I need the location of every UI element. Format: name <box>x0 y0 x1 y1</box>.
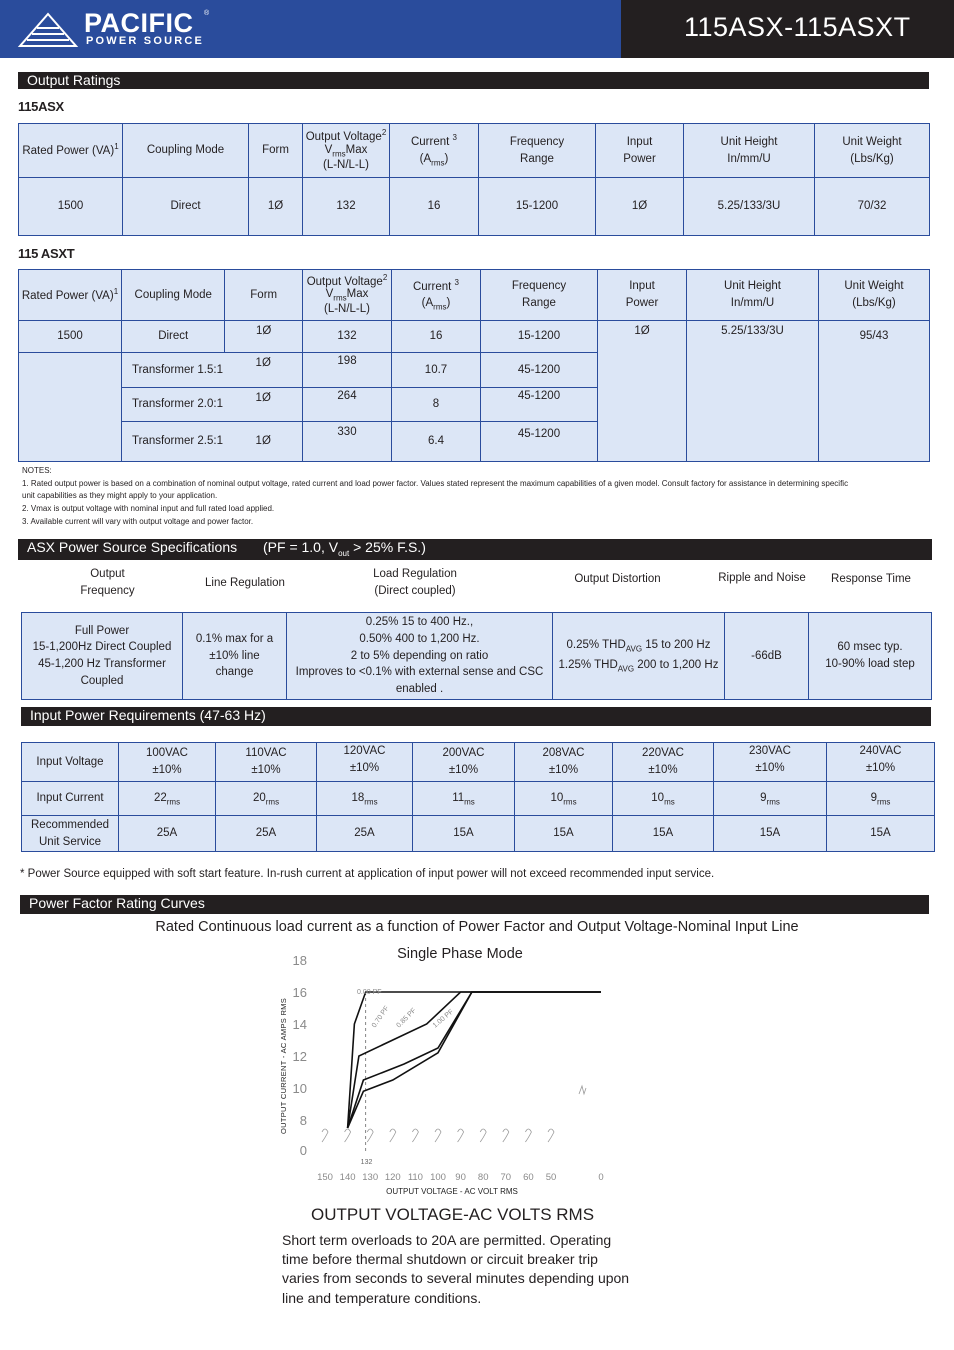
header-rated-power: Rated Power (VA)$^1$ <box>19 270 122 321</box>
spec-response: 60 msec typ. 10-90% load step <box>809 613 932 700</box>
x-axis-title: OUTPUT VOLTAGE - AC VOLT RMS <box>386 1187 518 1196</box>
input-current-cell: $18_{rms}$ <box>317 782 413 816</box>
header-voltage: Output Voltage$^2$ $V_{rms}Max$ (L-N/L-L) <box>303 270 392 321</box>
service-cell: 15A <box>613 816 714 852</box>
spec-distortion: 0.25% $THD_{AVG}$ 15 to 200 Hz 1.25% $THD_{AVG}$ 200 to 1,200 Hz <box>553 613 725 700</box>
asx-ratings-table <box>18 123 930 236</box>
spec-header-line: Line Regulation <box>205 577 285 589</box>
x-tick-label: 70 <box>500 1172 512 1183</box>
asxt-voltage: 198 <box>303 353 392 388</box>
service-cell: 25A <box>216 816 317 852</box>
spec-header-response: Response Time <box>831 573 911 585</box>
input-current-cell: $22_{rms}$ <box>119 782 216 816</box>
asx-power: 1500 <box>19 178 123 236</box>
spec-load-regulation: 0.25% 15 to 400 Hz., 0.50% 400 to 1,200 Hz. 2 to 5% depending on ratio Improves to <0.1% with external sense and CSC enabled . <box>287 613 553 700</box>
asx-voltage: 132 <box>303 178 390 236</box>
header-voltage: Output Voltage$^2$ $V_{rms}Max$ (L-N/L-L) <box>303 124 390 178</box>
spec-header-distortion: Output Distortion <box>574 573 661 585</box>
header-rated-power: Rated Power (VA)$^1$ <box>19 124 123 178</box>
notes-title: NOTES: <box>22 466 52 475</box>
section-asx-specs: ASX Power Source Specifications (PF = 1.0, $V_{out} > 25\%$ F.S.) <box>18 539 932 560</box>
header-current: Current $^3$ $(A_{rms})$ <box>392 270 481 321</box>
axis-break-mark <box>548 1129 554 1142</box>
asx-subtitle: 115ASX <box>18 99 64 114</box>
y-tick-label: 0 <box>299 1143 307 1158</box>
series-label: 0.70 PF <box>370 1005 391 1030</box>
y-tick-label: 18 <box>292 953 307 968</box>
asx-current: 16 <box>390 178 479 236</box>
input-voltage-cell: 230VAC ±10% <box>714 743 827 782</box>
brand-name: PACIFIC <box>84 8 194 38</box>
header-input: Input Power <box>596 124 684 178</box>
asxt-current: 16 <box>392 321 481 353</box>
model-title: 115ASX-115ASXT <box>684 12 911 42</box>
asx-height: 5.25/133/3U <box>684 178 815 236</box>
axis-break-mark <box>579 1086 586 1094</box>
x-tick-label: 110 <box>407 1172 423 1183</box>
section-output-ratings: Output Ratings <box>18 72 929 89</box>
asxt-current: 8 <box>392 388 481 422</box>
y-tick-label: 10 <box>292 1081 307 1096</box>
header-input: Input Power <box>598 270 687 321</box>
x-tick-label: 60 <box>523 1172 534 1183</box>
spec-frequency: Full Power 15-1,200Hz Direct Coupled 45-1,200 Hz Transformer Coupled <box>22 613 183 700</box>
spec-ripple: -66dB <box>725 613 809 700</box>
service-cell: 15A <box>827 816 935 852</box>
asxt-coupling-form: Direct 1Ø <box>122 321 303 353</box>
input-current-cell: $20_{rms}$ <box>216 782 317 816</box>
y-tick-label: 16 <box>292 985 307 1000</box>
x-tick-label: 80 <box>477 1172 489 1183</box>
label-recommended-service: Recommended Unit Service <box>22 816 119 852</box>
asx-input: 1Ø <box>596 178 684 236</box>
series-label: 0.85 PF <box>395 1007 418 1030</box>
asxt-voltage: 132 <box>303 321 392 353</box>
header-coupling: Coupling Mode <box>123 124 249 178</box>
asxt-ratings-table <box>18 269 930 462</box>
asxt-power: 1500 <box>19 321 122 353</box>
series-label: 0.00 PF <box>357 989 382 996</box>
input-current-cell: $10_{rms}$ <box>515 782 613 816</box>
input-voltage-cell: 200VAC ±10% <box>413 743 515 782</box>
input-voltage-cell: 240VAC ±10% <box>827 743 935 782</box>
marker-label-132: 132 <box>360 1159 373 1166</box>
section-pf-curves: Power Factor Rating Curves <box>20 895 929 914</box>
chart-big-x-label: OUTPUT VOLTAGE-AC VOLTS RMS <box>311 1205 595 1224</box>
asx-specs-table <box>21 612 932 700</box>
spec-line-regulation: 0.1% max for a ±10% line change <box>183 613 287 700</box>
asxt-frequency: 45-1200 <box>481 353 598 388</box>
service-cell: 25A <box>119 816 216 852</box>
input-voltage-cell: 208VAC ±10% <box>515 743 613 782</box>
overload-paragraph: Short term overloads to 20A are permitted. Operating time before thermal shutdown or circuit breaker trip varies from seconds to several minutes depending upon line and temperature conditions. <box>282 1232 630 1306</box>
x-tick-label: 120 <box>384 1172 401 1183</box>
note-2: 2. Vmax is output voltage with nominal input and full rated load applied. <box>22 504 275 514</box>
input-current-cell: $10_{ms}$ <box>613 782 714 816</box>
x-tick-label: 130 <box>362 1172 379 1183</box>
asxt-weight: 95/43 <box>819 321 930 462</box>
asxt-frequency: 45-1200 <box>481 422 598 462</box>
header-coupling: Coupling Mode Form <box>122 270 303 321</box>
header-weight: Unit Weight (Lbs/Kg) <box>815 124 930 178</box>
axis-break-mark <box>480 1129 486 1142</box>
asx-coupling: Direct <box>123 178 249 236</box>
asxt-coupling-form: Transformer 2.5:1 1Ø <box>122 422 303 462</box>
y-tick-label: 14 <box>292 1017 307 1032</box>
axis-break-mark <box>367 1129 373 1142</box>
section-input-power: Input Power Requirements (47-63 Hz) <box>21 707 931 726</box>
asxt-coupling-form: Transformer 1.5:1 1Ø <box>122 353 303 388</box>
input-current-cell: $9_{rms}$ <box>714 782 827 816</box>
axis-break-mark <box>503 1129 509 1142</box>
input-current-cell: $11_{ms}$ <box>413 782 515 816</box>
note-3: 3. Available current will vary with output voltage and power factor. <box>22 516 254 526</box>
header-model-bar <box>621 0 954 58</box>
input-power-table <box>21 742 935 852</box>
asxt-input: 1Ø <box>598 321 687 462</box>
label-input-voltage: Input Voltage <box>22 743 119 782</box>
input-voltage-cell: 100VAC ±10% <box>119 743 216 782</box>
axis-break-mark <box>345 1129 351 1142</box>
x-tick-label: 100 <box>430 1172 446 1183</box>
service-cell: 15A <box>714 816 827 852</box>
header-brand-bar <box>0 0 621 58</box>
header-current: Current $^3$ $(A_{rms})$ <box>390 124 479 178</box>
header-height: Unit Height In/mm/U <box>687 270 819 321</box>
asxt-power-blank <box>19 353 122 462</box>
header-weight: Unit Weight (Lbs/Kg) <box>819 270 930 321</box>
input-voltage-cell: 110VAC ±10% <box>216 743 317 782</box>
axis-break-mark <box>458 1129 464 1142</box>
axis-break-mark <box>322 1129 328 1142</box>
x-tick-label: 50 <box>545 1172 557 1183</box>
x-tick-label: 90 <box>455 1172 466 1183</box>
asxt-current: 10.7 <box>392 353 481 388</box>
asxt-frequency: 45-1200 <box>481 388 598 422</box>
header-height: Unit Height In/mm/U <box>684 124 815 178</box>
asx-frequency: 15-1200 <box>479 178 596 236</box>
asxt-frequency: 15-1200 <box>481 321 598 353</box>
service-cell: 15A <box>413 816 515 852</box>
input-current-cell: $9_{rms}$ <box>827 782 935 816</box>
axis-break-mark <box>435 1129 441 1142</box>
note-1b: unit capabilities as they might apply to your application. <box>22 491 218 501</box>
spec-header-frequency: Output Frequency <box>80 568 135 597</box>
note-1a: 1. Rated output power is based on a combination of nominal output voltage, rated current and load power factor. Values stated represent the maximum capabilities of a given model. Consult factory for assistance in determining specific <box>22 478 849 488</box>
x-tick-label: 150 <box>317 1172 333 1183</box>
spec-header-ripple: Ripple and Noise <box>718 572 806 584</box>
service-cell: 25A <box>317 816 413 852</box>
brand-subtitle: POWER SOURCE <box>86 35 205 47</box>
header-form: Form <box>249 124 303 178</box>
x-tick-label: 0 <box>598 1172 604 1183</box>
y-tick-label: 8 <box>299 1113 307 1128</box>
axis-break-mark <box>525 1129 531 1142</box>
pf-mode-title: Single Phase Mode <box>397 946 523 962</box>
brand-registered: ® <box>204 10 210 17</box>
input-voltage-cell: 120VAC ±10% <box>317 743 413 782</box>
y-tick-label: 12 <box>292 1049 307 1064</box>
asxt-current: 6.4 <box>392 422 481 462</box>
pacific-logo-icon <box>18 12 78 48</box>
x-tick-label: 140 <box>339 1172 356 1183</box>
spec-header-load: Load Regulation (Direct coupled) <box>373 568 457 597</box>
input-voltage-cell: 220VAC ±10% <box>613 743 714 782</box>
series-label: 1.00 PF <box>431 1008 456 1030</box>
axis-break-mark <box>412 1129 418 1142</box>
asxt-voltage: 264 <box>303 388 392 422</box>
pf-intro-text: Rated Continuous load current as a function of Power Factor and Output Voltage-Nominal Input Line <box>155 919 799 935</box>
asxt-voltage: 330 <box>303 422 392 462</box>
input-power-footnote: * Power Source equipped with soft start feature. In-rush current at application of input power will not exceed recommended input service. <box>20 868 715 880</box>
axis-break-mark <box>390 1129 396 1142</box>
label-input-current: Input Current <box>22 782 119 816</box>
notes-block <box>22 465 922 529</box>
asxt-height: 5.25/133/3U <box>687 321 819 462</box>
asxt-coupling-form: Transformer 2.0:1 1Ø <box>122 388 303 422</box>
asx-form: 1Ø <box>249 178 303 236</box>
y-axis-title: OUTPUT CURRENT - AC AMPS RMS <box>279 997 288 1135</box>
asxt-subtitle: 115 ASXT <box>18 246 75 261</box>
asx-weight: 70/32 <box>815 178 930 236</box>
service-cell: 15A <box>515 816 613 852</box>
header-frequency: Frequency Range <box>479 124 596 178</box>
header-frequency: Frequency Range <box>481 270 598 321</box>
